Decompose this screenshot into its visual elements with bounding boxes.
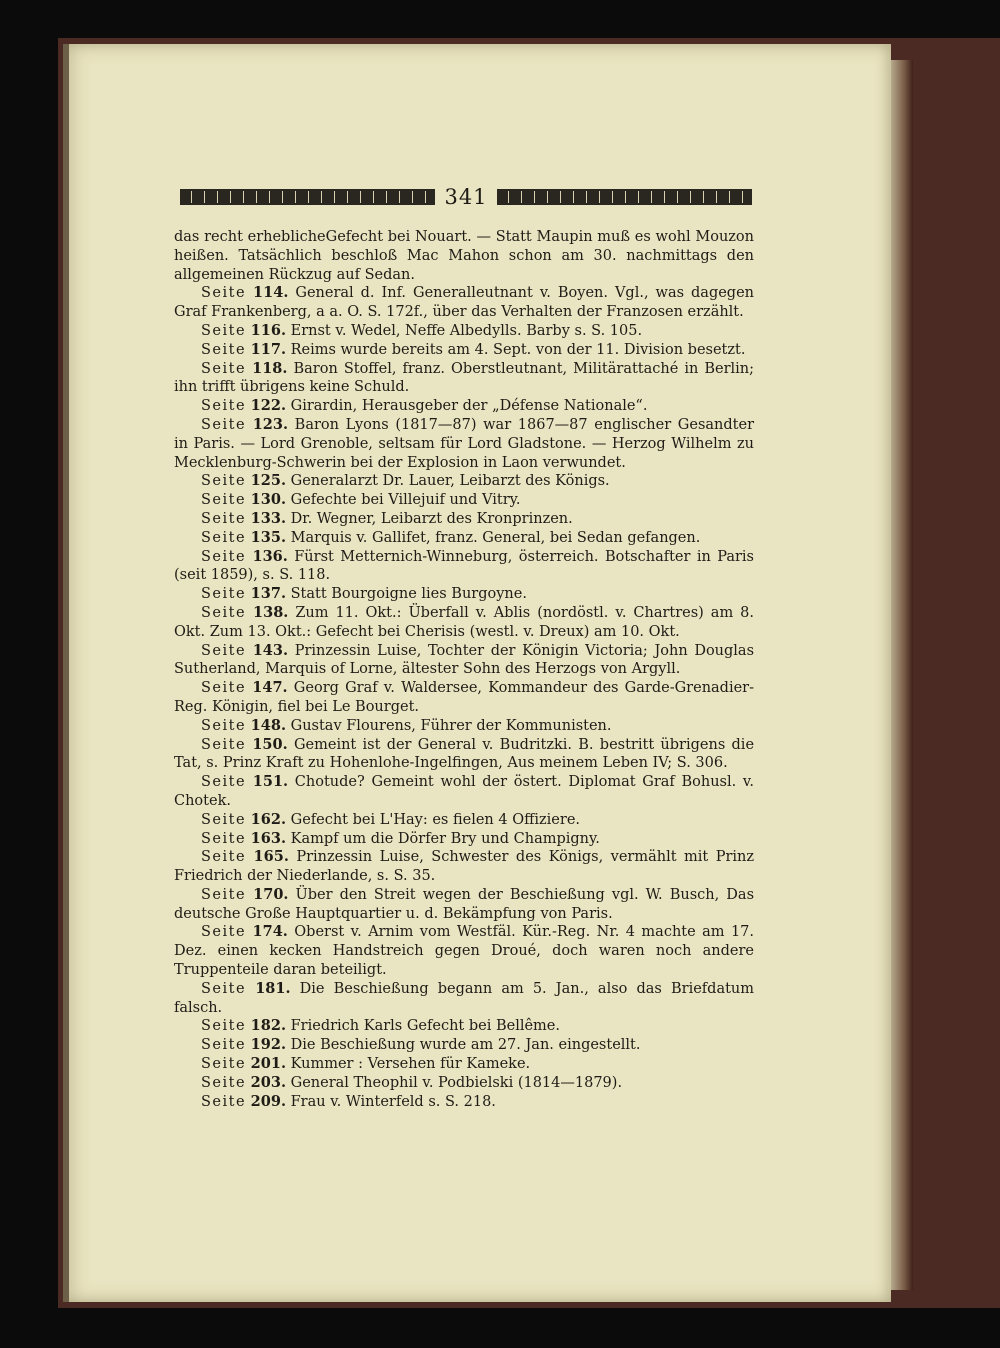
- note-page-number: 122.: [250, 397, 286, 415]
- note-text: Kummer : Versehen für Kameke.: [290, 1056, 531, 1073]
- note-text: Georg Graf v. Waldersee, Kommandeur des Garde-Grenadier-Reg. Königin, fiel bei Le Bourget.: [174, 680, 755, 715]
- note-text: Prinzessin Luise, Tochter der Königin Victoria; John Douglas Sutherland, Marquis of Lorne, ältester Sohn des Herzogs von Argyll.: [174, 642, 755, 678]
- note-text: Kampf um die Dörfer Bry und Champigny.: [290, 830, 600, 847]
- note-entry: [174, 529, 754, 548]
- note-entry: [174, 1055, 754, 1074]
- note-text: Oberst v. Arnim vom Westfäl. Kür.-Reg. Nr. 4 machte am 17. Dez. einen kecken Handstreich gegen Droué, doch waren noch andere Truppenteile daran beteiligt.: [174, 924, 755, 979]
- note-page-number: 147.: [252, 679, 288, 697]
- note-text: Gefecht bei L'Hay: es fielen 4 Offiziere.: [290, 811, 581, 828]
- note-page-number: 125.: [250, 472, 286, 490]
- note-label: Seite: [201, 680, 247, 697]
- note-entry: [174, 604, 754, 642]
- running-header: [180, 184, 752, 210]
- note-entry: [174, 1036, 754, 1055]
- note-text: Prinzessin Luise, Schwester des Königs, vermählt mit Prinz Friedrich der Niederlande, s. S. 35.: [174, 849, 755, 885]
- note-entry: [174, 773, 754, 811]
- header-ornament-left: [180, 189, 435, 205]
- note-page-number: 182.: [250, 1017, 286, 1035]
- notes-body: [174, 228, 754, 1111]
- note-label: Seite: [201, 774, 247, 791]
- page-number: 341: [444, 185, 488, 209]
- note-label: Seite: [201, 510, 247, 527]
- note-entry: [174, 548, 754, 586]
- note-label: Seite: [201, 1056, 247, 1073]
- note-page-number: 165.: [253, 848, 289, 866]
- note-text: Die Beschießung wurde am 27. Jan. eingestellt.: [290, 1037, 641, 1054]
- note-entry: [174, 416, 754, 472]
- note-entry: [174, 341, 754, 360]
- note-entry: [174, 848, 754, 886]
- note-text: Girardin, Herausgeber der „Défense Nationale“.: [290, 398, 648, 415]
- note-label: Seite: [201, 285, 247, 302]
- note-page-number: 151.: [252, 773, 289, 791]
- note-label: Seite: [201, 830, 247, 847]
- note-label: Seite: [201, 341, 247, 358]
- note-text: General Theophil v. Podbielski (1814—1879).: [290, 1074, 623, 1091]
- note-label: Seite: [201, 529, 247, 546]
- note-label: Seite: [201, 416, 247, 433]
- note-page-number: 133.: [250, 509, 286, 527]
- note-label: Seite: [201, 492, 247, 509]
- note-label: Seite: [201, 642, 247, 659]
- note-page-number: 114.: [253, 284, 289, 302]
- note-page-number: 138.: [253, 603, 289, 621]
- note-entry: [174, 811, 754, 830]
- note-text: Die Beschießung begann am 5. Jan., also das Briefdatum falsch.: [174, 980, 755, 1016]
- note-text: Fürst Metternich-Winneburg, österreich. Botschafter in Paris (seit 1859), s. S. 118.: [174, 548, 754, 584]
- note-entry: [174, 585, 754, 604]
- note-label: Seite: [201, 360, 247, 377]
- note-entry: [174, 923, 754, 979]
- note-page-number: 116.: [250, 321, 286, 339]
- note-page-number: 181.: [255, 979, 291, 997]
- note-text: Reims wurde bereits am 4. Sept. von der 11. Division besetzt.: [290, 341, 746, 358]
- note-page-number: 162.: [250, 810, 286, 828]
- note-entry: [174, 360, 754, 398]
- note-text: Ernst v. Wedel, Neffe Albedylls. Barby s. S. 105.: [290, 322, 643, 339]
- note-label: Seite: [201, 473, 247, 490]
- note-label: Seite: [201, 1018, 247, 1035]
- note-label: Seite: [201, 811, 247, 828]
- note-entry: [174, 1093, 754, 1112]
- page-gutter: [63, 44, 69, 1302]
- note-label: Seite: [201, 980, 247, 997]
- note-label: Seite: [201, 886, 247, 903]
- note-page-number: 192.: [250, 1036, 286, 1054]
- note-text: Chotude? Gemeint wohl der östert. Diplomat Graf Bohusl. v. Chotek.: [174, 774, 755, 809]
- note-label: Seite: [201, 736, 247, 753]
- note-label: Seite: [201, 1074, 247, 1091]
- note-label: Seite: [201, 924, 247, 941]
- note-page-number: 136.: [252, 547, 288, 565]
- note-label: Seite: [201, 398, 247, 415]
- note-text: General d. Inf. Generalleutnant v. Boyen. Vgl., was dagegen Graf Frankenberg, a a. O. S. 172f., über das Verhalten der Franzosen erzählt.: [174, 285, 755, 321]
- note-page-number: 174.: [252, 923, 288, 941]
- note-page-number: 203.: [250, 1073, 286, 1091]
- note-label: Seite: [201, 322, 247, 339]
- note-entry: [174, 717, 754, 736]
- note-text: Zum 11. Okt.: Überfall v. Ablis (nordöstl. v. Chartres) am 8. Okt. Zum 13. Okt.: Gefecht bei Cherisis (westl. v. Dreux) am 10. Okt.: [174, 604, 754, 640]
- header-ornament-right: [497, 189, 752, 205]
- note-entry: [174, 736, 754, 774]
- note-page-number: 117.: [250, 340, 286, 358]
- note-text: Friedrich Karls Gefecht bei Bellême.: [290, 1018, 560, 1035]
- note-entry: [174, 830, 754, 849]
- note-entry: [174, 980, 754, 1018]
- note-text: Generalarzt Dr. Lauer, Leibarzt des Königs.: [290, 473, 610, 490]
- note-label: Seite: [201, 849, 247, 866]
- note-entry: [174, 642, 754, 680]
- note-page-number: 123.: [252, 415, 289, 433]
- note-entry: [174, 1017, 754, 1036]
- note-page-number: 170.: [253, 885, 289, 903]
- note-page-number: 135.: [250, 528, 286, 546]
- note-entry: [174, 679, 754, 717]
- note-label: Seite: [201, 717, 247, 734]
- note-text: Gustav Flourens, Führer der Kommunisten.: [290, 717, 612, 734]
- note-page-number: 163.: [250, 829, 286, 847]
- note-label: Seite: [201, 1093, 247, 1110]
- note-entry: [174, 510, 754, 529]
- note-entry: [174, 322, 754, 341]
- note-page-number: 130.: [250, 491, 286, 509]
- note-label: Seite: [201, 604, 247, 621]
- note-page-number: 143.: [252, 641, 289, 659]
- note-entry: [174, 491, 754, 510]
- note-page-number: 118.: [252, 359, 288, 377]
- note-page-number: 209.: [250, 1092, 286, 1110]
- note-page-number: 201.: [250, 1055, 286, 1073]
- note-text: Baron Lyons (1817—87) war 1867—87 englischer Gesandter in Paris. — Lord Grenoble, seltsam für Lord Gladstone. — Herzog Wilhelm zu Mecklenburg-Schwerin bei der Explosion in Laon verwundet.: [174, 416, 754, 471]
- continuation-paragraph: das recht erheblicheGefecht bei Nouart. — Statt Maupin muß es wohl Mouzon heißen. Tatsächlich beschloß Mac Mahon schon am 30. nachmittags den allgemeinen Rückzug auf Sedan.: [174, 229, 754, 283]
- note-label: Seite: [201, 1037, 247, 1054]
- note-text: Baron Stoffel, franz. Oberstleutnant, Militärattaché in Berlin; ihn trifft übrigens keine Schuld.: [174, 360, 755, 396]
- note-text: Statt Bourgoigne lies Burgoyne.: [290, 586, 527, 603]
- note-entry: [174, 397, 754, 416]
- note-text: Über den Streit wegen der Beschießung vgl. W. Busch, Das deutsche Große Hauptquartier u. d. Bekämpfung von Paris.: [174, 886, 755, 922]
- note-text: Dr. Wegner, Leibarzt des Kronprinzen.: [290, 510, 573, 527]
- note-text: Frau v. Winterfeld s. S. 218.: [290, 1093, 496, 1110]
- note-text: Gemeint ist der General v. Budritzki. B. bestritt übrigens die Tat, s. Prinz Kraft zu Hohenlohe-Ingelfingen, Aus meinem Leben IV; S. 306.: [174, 736, 755, 772]
- note-label: Seite: [201, 548, 247, 565]
- page-edge: [891, 60, 913, 1290]
- note-page-number: 137.: [250, 585, 286, 603]
- note-page-number: 148.: [250, 716, 286, 734]
- note-text: Gefechte bei Villejuif und Vitry.: [290, 492, 521, 509]
- note-entry: [174, 1074, 754, 1093]
- note-text: Marquis v. Gallifet, franz. General, bei Sedan gefangen.: [290, 529, 701, 546]
- note-entry: [174, 472, 754, 491]
- note-entry: [174, 284, 754, 322]
- note-page-number: 150.: [252, 735, 288, 753]
- note-entry: [174, 886, 754, 924]
- note-label: Seite: [201, 586, 247, 603]
- notes-list: [174, 284, 754, 1111]
